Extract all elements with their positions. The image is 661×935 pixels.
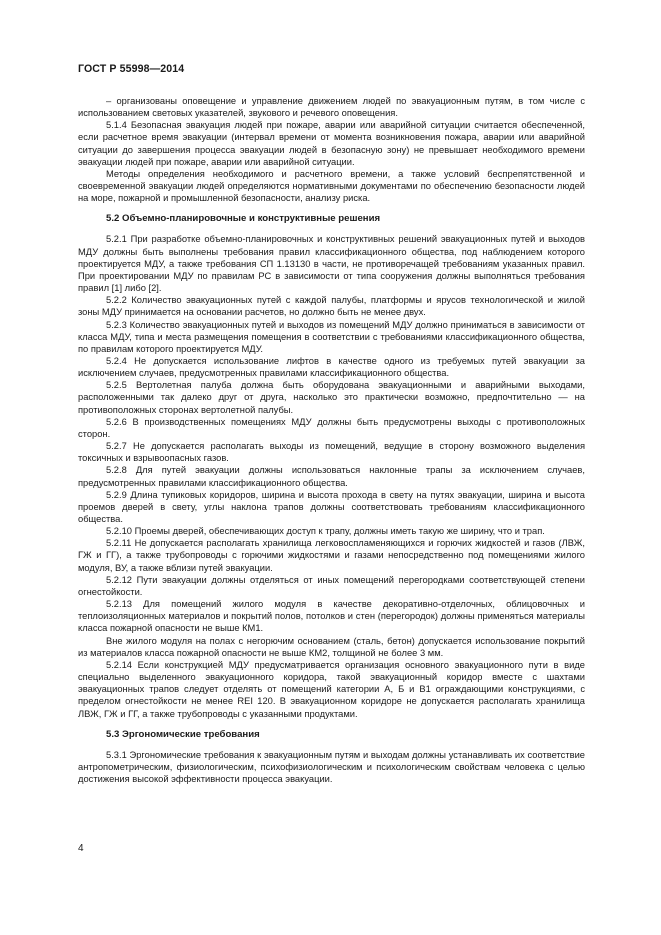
paragraph-5-2-8: 5.2.8 Для путей эвакуации должны использоваться наклонные трапы за исключением случаев, предусмотренных правилами классификационного общества. (78, 465, 585, 488)
document-code-header: ГОСТ Р 55998—2014 (78, 63, 185, 75)
paragraph-5-2-11: 5.2.11 Не допускается располагать хранилища легковоспламеняющихся и горючих жидкостей и газов (ЛВЖ, ГЖ и ГГ), а также трубопроводы с горючими жидкостями и газами непосредственно под помещениями жилого модуля, ВУ, а также вблизи путей эвакуации. (78, 538, 585, 573)
paragraph-5-2-13: 5.2.13 Для помещений жилого модуля в качестве декоративно-отделочных, облицовочных и теплоизоляционных материалов и покрытий полов, потолков и стен (перегородок) должны применяться материалы класса пожарной опасности не выше КМ1. (78, 599, 585, 634)
paragraph-outside-module: Вне жилого модуля на полах с негорючим основанием (сталь, бетон) допускается использование покрытий из материалов класса пожарной опасности не выше КМ2, толщиной не более 3 мм. (78, 635, 585, 658)
paragraph-5-2-4: 5.2.4 Не допускается использование лифтов в качестве одного из требуемых путей эвакуации за исключением случаев, предусмотренных правилами классификационного общества. (78, 355, 585, 379)
paragraph-5-2-3: 5.2.3 Количество эвакуационных путей и выходов из помещений МДУ должно приниматься в зависимости от класса МДУ, типа и места размещения помещения в соответствии с требованиями классификационного общества, по правилам которого проектируется МДУ. (78, 319, 585, 354)
document-body (78, 95, 585, 785)
paragraph-5-2-5: 5.2.5 Вертолетная палуба должна быть оборудована эвакуационными и аварийными выходами, расположенными так далеко друг от друга, насколько это практически возможно, предпочтительно — на противоположных сторонах вертолетной палубы. (78, 380, 585, 415)
paragraph-5-2-6: 5.2.6 В производственных помещениях МДУ должны быть предусмотрены выходы с противоположных сторон. (78, 416, 585, 439)
page-number: 4 (78, 843, 84, 854)
paragraph-5-2-2: 5.2.2 Количество эвакуационных путей с каждой палубы, платформы и ярусов технологической и жилой зоны МДУ принимается на основании расчетов, но должно быть не менее двух. (78, 295, 585, 318)
paragraph-list-item: – организованы оповещение и управление движением людей по эвакуационным путям, в том числе с использованием световых указателей, звукового и речевого оповещения. (78, 96, 585, 119)
paragraph-methods: Методы определения необходимого и расчетного времени, а также условий беспрепятственной и своевременной эвакуации людей определяются нормативными документами по обеспечению безопасности людей на море, пожарной и промышленной безопасности, анализу риска. (78, 168, 585, 204)
section-heading-5-2: 5.2 Объемно-планировочные и конструктивные решения (106, 213, 381, 225)
paragraph-5-2-7: 5.2.7 Не допускается располагать выходы из помещений, ведущие в сторону возможного выделения токсичных и взрывоопасных газов. (78, 441, 585, 464)
paragraph-5-2-14: 5.2.14 Если конструкцией МДУ предусматривается организация основного эвакуационного пути в виде специально выделенного эвакуационного коридора, такой эвакуационный коридор вместе с шахтами эвакуационных трапов следует отделять от помещений категории А, Б и В1 ограждающими конструкциями, с пределом огнестойкости не менее REI 120. В эвакуационном коридоре не допускается располагать хранилища ЛВЖ, ГЖ и ГГ, а также трубопроводы с указанными продуктами. (78, 659, 585, 719)
paragraph-5-2-9: 5.2.9 Длина тупиковых коридоров, ширина и высота прохода в свету на путях эвакуации, ширина и высота проемов дверей в свету, углы наклона трапов должны соответствовать требованиям классификационного общества. (78, 489, 585, 524)
paragraph-5-3-1: 5.3.1 Эргономические требования к эвакуационным путям и выходам должны устанавливать их соответствие антропометрическим, физиологическим, психофизиологическим и психологическим свойствам человека с целью достижения высокой эффективности процесса эвакуации. (78, 749, 585, 784)
paragraph-5-2-10: 5.2.10 Проемы дверей, обеспечивающих доступ к трапу, должны иметь такую же ширину, что и трап. (106, 526, 545, 537)
paragraph-5-2-12: 5.2.12 Пути эвакуации должны отделяться от иных помещений перегородками соответствующей степени огнестойкости. (78, 574, 585, 597)
section-heading-5-3: 5.3 Эргономические требования (106, 728, 260, 740)
paragraph-5-2-1: 5.2.1 При разработке объемно-планировочных и конструктивных решений эвакуационных путей и выходов МДУ должны быть выполнены требования правил классификационного общества, под наблюдением которого проектируется МДУ, а также требования СП 1.13130 в части, не противоречащей требованиям указанных правил. При проектировании МДУ по правилам PC в зависимости от типа сооружения должны выполняться требования правил [1] либо [2]. (78, 234, 585, 294)
paragraph-5-1-4: 5.1.4 Безопасная эвакуация людей при пожаре, аварии или аварийной ситуации считается обеспеченной, если расчетное время эвакуации (интервал времени от момента возникновения пожара, аварии или аварийной ситуации до завершения процесса эвакуации людей в безопасную зону) не превышает необходимого времени эвакуации людей при пожаре, аварии или аварийной ситуации. (78, 120, 585, 167)
